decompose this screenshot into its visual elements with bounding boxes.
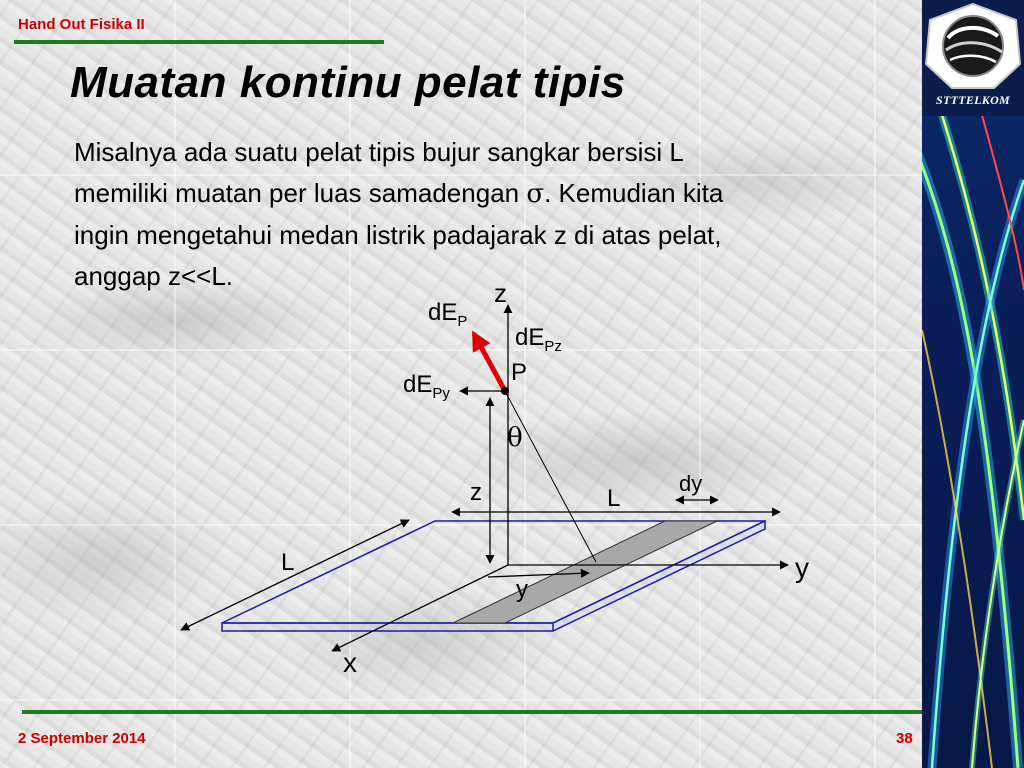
logo-label: STTTELKOM: [935, 93, 1011, 107]
depy-label: [403, 371, 450, 402]
depz-label-sub: Pz: [544, 338, 562, 355]
stttelkom-logo: [922, 0, 1024, 116]
l-left-arrow: [181, 520, 409, 630]
slide-title: Muatan kontinu pelat tipis: [70, 58, 626, 107]
z-axis-label: z: [494, 278, 507, 308]
paragraph-line-3: ingin mengetahui medan listrik padajarak z di atas pelat,: [74, 220, 722, 250]
depz-label-main: dE: [515, 324, 545, 351]
page-number: 38: [896, 730, 913, 747]
dy-label: dy: [679, 471, 703, 496]
point-p: [501, 387, 509, 395]
dep-label-main: dE: [428, 299, 458, 326]
x-axis-label: x: [343, 647, 357, 678]
paragraph-line-4: anggap z<<L.: [74, 261, 234, 291]
y-distance-label: y: [516, 576, 528, 603]
dep-vector: [474, 334, 505, 391]
dep-label: [428, 299, 467, 330]
l-top-label: L: [607, 485, 621, 512]
l-left-label: L: [281, 549, 295, 576]
decorative-side-panel: [922, 0, 1024, 768]
course-label: Hand Out Fisika II: [18, 16, 145, 33]
paragraph-line-1: Misalnya ada suatu pelat tipis bujur sangkar bersisi L: [74, 137, 684, 167]
depy-label-main: dE: [403, 371, 433, 398]
y-axis-label: y: [795, 552, 809, 583]
p-to-strip-line: [505, 391, 596, 562]
x-axis: [332, 565, 508, 651]
depz-label: [515, 324, 562, 355]
z-distance-label: z: [470, 479, 482, 506]
sigma-symbol: σ: [526, 179, 545, 209]
footer-divider: [22, 710, 922, 714]
paragraph-line-2-end: . Kemudian kita: [544, 178, 724, 208]
paragraph-line-2-start: memiliki muatan per luas samadengan: [74, 178, 527, 208]
dep-label-sub: P: [457, 313, 468, 330]
logo-emblem-icon: [922, 0, 1024, 92]
theta-label: θ: [507, 423, 523, 453]
point-p-label: P: [511, 359, 528, 386]
footer-date: 2 September 2014: [18, 730, 146, 747]
depy-label-sub: Py: [432, 385, 450, 402]
